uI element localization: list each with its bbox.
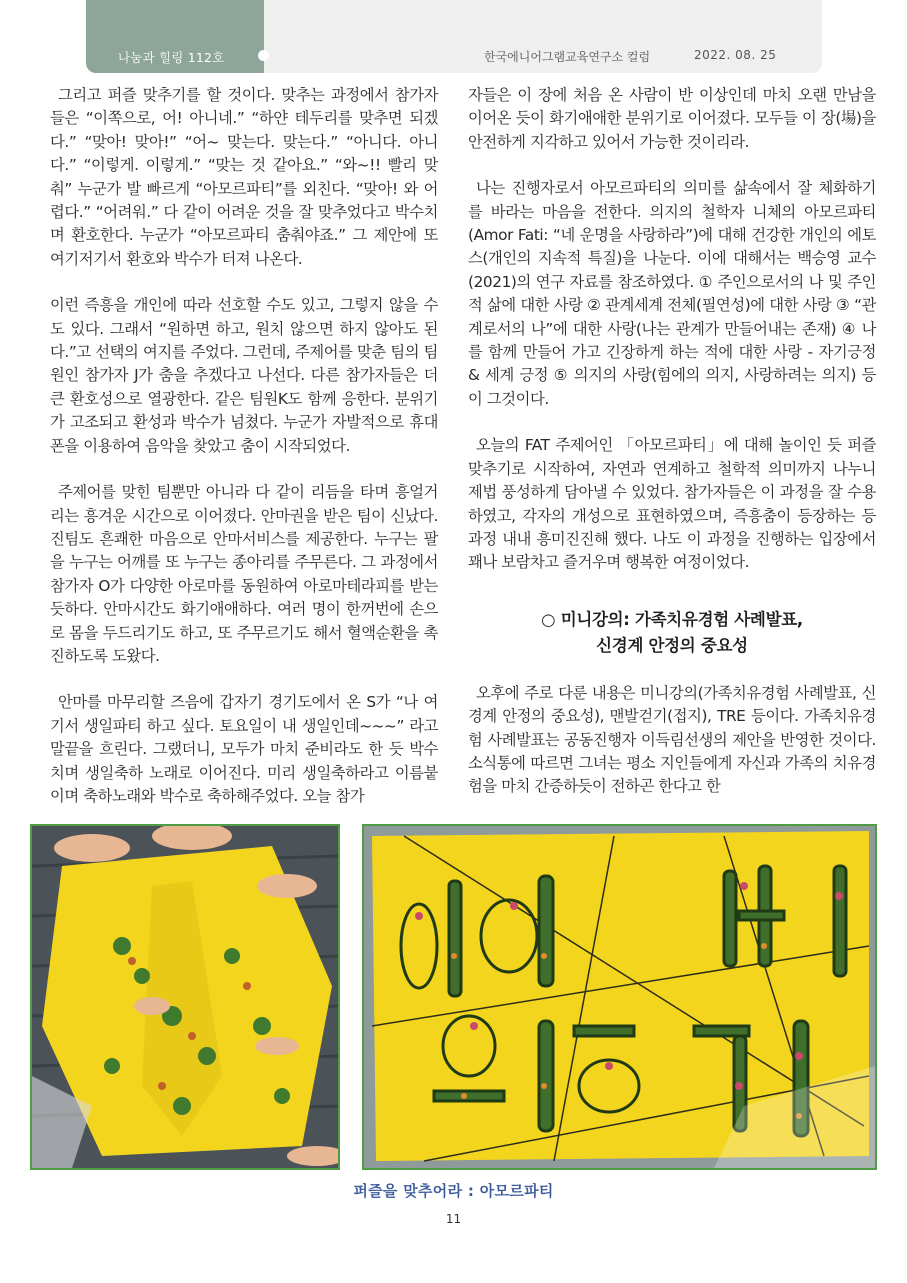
right-column (468, 84, 876, 799)
right-paragraph-2: 나는 진행자로서 아모르파티의 의미를 삶속에서 잘 체화하기를 바라는 마음을 전한다. 의지의 철학자 니체의 아모르파티(Amor Fati: “네 운명을 사랑하라”)에 대해 건강한 개인의 에토스(개인의 지속적 특질)을 나눈다. 이에 대해서는 백승영 교수(2021)의 연구 자료를 참조하였다. ① 주인으로서의 나 및 주인적 삶에 대한 사랑 ② 관계세계 전체(필연성)에 대한 사랑 ③ “관계로서의 나”에 대한 사랑(나는 관계가 만들어내는 존재) ④ 나를 함께 만들어 가고 긴장하게 하는 적에 대한 사랑 - 자기긍정 & 세계 긍정 ⑤ 의지의 사랑(힘에의 의지, 사랑하려는 의지) 등이 그것이다. (468, 179, 876, 408)
left-paragraph-1: 그리고 퍼즐 맞추기를 할 것이다. 맞추는 과정에서 참가자들은 “이쪽으로, 어! 아니네.” “하얀 테두리를 맞추면 되겠다.” “맞아! 맞아!” “어~ 맞는다. 맞는다.” “아니다. 아니다.” “이렇게. 이렇게.” “맞는 것 같아요.” “와~!! 빨리 맞춰” 누군가 발 빠르게 “아모르파티”를 외친다. “맞아! 와 어렵다.” “어려워.” 다 같이 어려운 것을 잘 맞추었다고 박수치며 환호한다. 누군가 “아모르파티 춤춰야죠.” 그 제안에 또 여기저기서 환호와 박수가 터져 나온다. (50, 86, 438, 268)
left-column (50, 84, 438, 808)
photo-completed-puzzle-drawing (364, 826, 875, 1168)
photo-completed-puzzle (362, 824, 877, 1170)
section-heading-line-2: 신경계 안정의 중요성 (596, 635, 748, 655)
page-number: 11 (445, 1212, 462, 1226)
section-heading (468, 607, 876, 659)
right-paragraph-1: 자들은 이 장에 처음 온 사람이 반 이상인데 마치 오랜 만남을 이어온 듯이 화기애애한 분위기로 이어졌다. 모두들 이 장(場)을 안전하게 지각하고 있어서 가능한 것이리라. (468, 86, 876, 151)
section-heading-line-1: ○ 미니강의: 가족치유경험 사례발표, (541, 609, 803, 629)
left-paragraph-2: 이런 즉흥을 개인에 따라 선호할 수도 있고, 그렇지 않을 수도 있다. 그래서 “원하면 하고, 원치 않으면 하지 않아도 된다.”고 선택의 여지를 주었다. 그런데, 주제어를 맞춘 팀의 팀원인 참가자 J가 춤을 추겠다고 나선다. 다른 참가자들은 더 큰 환호성으로 열광한다. 같은 팀원K도 함께 응한다. 분위기가 고조되고 환성과 박수가 넘쳤다. 누군가 자발적으로 휴대폰을 이용하여 음악을 찾았고 춤이 시작되었다. (50, 296, 438, 455)
left-paragraph-3: 주제어를 맞힌 팀뿐만 아니라 다 같이 리듬을 타며 흥얼거리는 흥겨운 시간으로 이어졌다. 안마권을 받은 팀이 신났다. 진팀도 흔쾌한 마음으로 안마서비스를 제공한다. 누구는 팔을 누구는 어깨를 또 누구는 종아리를 주무른다. 그 과정에서 참가자 O가 다양한 아로마를 동원하여 아로마테라피를 받는 듯하다. 안마시간도 화기애애하다. 여러 명이 한꺼번에 손으로 몸을 두드리기도 하고, 또 주무르기도 해서 혈액순환을 촉진하도록 도왔다. (50, 483, 438, 665)
photo-caption: 퍼즐을 맞추어라 : 아모르파티 (353, 1182, 554, 1200)
date-label: 2022. 08. 25 (694, 48, 777, 62)
right-paragraph-3: 오늘의 FAT 주제어인 「아모르파티」에 대해 놀이인 듯 퍼즐 맞추기로 시작하여, 자연과 연계하고 철학적 의미까지 나누니 제법 풍성하게 담아낼 수 있었다. 참가자들은 이 과정을 잘 수용하였고, 각자의 개성으로 표현하였으며, 즉흥춤이 등장하는 등 과정 내내 흥미진진해 했다. 나도 이 과정을 진행하는 입장에서 꽤나 보람차고 즐거우며 행복한 여정이었다. (468, 436, 876, 572)
photo-puzzle-assembly-drawing (32, 826, 338, 1168)
right-paragraph-4: 오후에 주로 다룬 내용은 미니강의(가족치유경험 사례발표, 신경계 안정의 중요성), 맨발걷기(접지), TRE 등이다. 가족치유경험 사례발표는 공동진행자 이득림선생의 제안을 반영한 것이다. 소식통에 따르면 그녀는 평소 지인들에게 자신과 가족의 치유경험을 마치 간증하듯이 전하곤 한다고 한 (468, 683, 876, 796)
photo-puzzle-assembly (30, 824, 340, 1170)
header-dot (258, 50, 269, 61)
issue-label: 나눔과 힐링 112호 (118, 50, 225, 65)
left-paragraph-4: 안마를 마무리할 즈음에 갑자기 경기도에서 온 S가 “나 여기서 생일파티 하고 싶다. 토요일이 내 생일인데~~~” 라고 말끝을 흐린다. 그랬더니, 모두가 마치 준비라도 한 듯 박수치며 생일축하 노래로 이어진다. 미리 생일축하라고 이름붙이며 축하노래와 박수로 축하해주었다. 오늘 참가 (50, 693, 438, 805)
column-label: 한국에니어그램교육연구소 컬럼 (484, 50, 651, 64)
